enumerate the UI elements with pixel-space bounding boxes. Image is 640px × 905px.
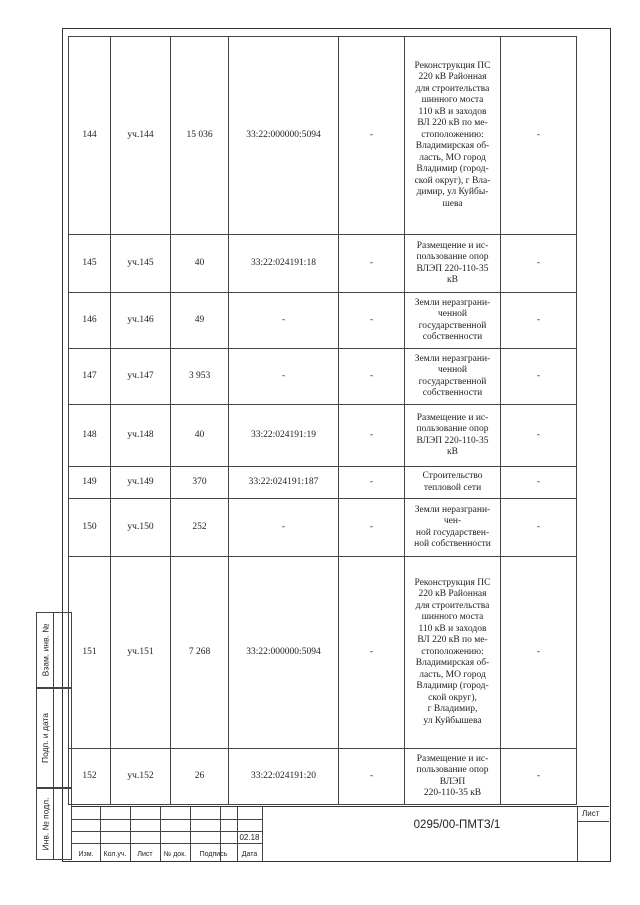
row-number: 145 — [69, 235, 111, 293]
extra-value: - — [501, 235, 577, 293]
purpose-note — [405, 37, 501, 235]
purpose-note — [405, 293, 501, 349]
category-value: - — [339, 749, 405, 805]
side-label-inv: Инв. № подл. — [40, 797, 51, 851]
side-label-podp: Подп. и дата — [40, 712, 51, 764]
extra-value: - — [501, 405, 577, 467]
row-number: 149 — [69, 467, 111, 499]
note-line: ВЛЭП — [439, 776, 466, 787]
row-number: 151 — [69, 557, 111, 749]
note-line: Размещение и ис- — [416, 240, 489, 251]
note-line: ченной — [438, 309, 467, 319]
plot-id: уч.148 — [111, 405, 171, 467]
category-value: - — [339, 499, 405, 557]
cadastral-number: - — [229, 349, 339, 405]
note-line: кВ — [447, 447, 458, 457]
note-line: ной государствен- — [415, 527, 490, 538]
table-row — [69, 749, 577, 805]
row-number: 146 — [69, 293, 111, 349]
plot-area: 7 268 — [171, 557, 229, 749]
title-block — [72, 806, 609, 861]
plot-id: уч.144 — [111, 37, 171, 235]
note-line: Строительство — [422, 471, 483, 481]
category-value: - — [339, 37, 405, 235]
note-line: Владимир (город- — [416, 164, 489, 175]
note-line: Реконструкция ПС — [414, 577, 491, 588]
plot-id: уч.150 — [111, 499, 171, 557]
document-code: 0295/00-ПМТЗ/1 — [413, 819, 501, 831]
extra-value: - — [501, 467, 577, 499]
table-row — [69, 405, 577, 467]
land-plots-table — [68, 36, 577, 805]
purpose-note — [405, 349, 501, 405]
row-number: 152 — [69, 749, 111, 805]
note-line: 220 кВ Районная — [418, 72, 487, 83]
plot-area: 3 953 — [171, 349, 229, 405]
extra-value: - — [501, 749, 577, 805]
note-line: ВЛ 220 кВ по ме- — [417, 635, 488, 646]
sheet-label: Лист — [582, 809, 600, 818]
hdr-izm: Изм. — [78, 851, 94, 858]
note-line: Владимирская об- — [415, 658, 490, 669]
plot-area: 40 — [171, 405, 229, 467]
purpose-note — [405, 235, 501, 293]
extra-value: - — [501, 557, 577, 749]
plot-id: уч.146 — [111, 293, 171, 349]
category-value: - — [339, 405, 405, 467]
category-value: - — [339, 349, 405, 405]
row-number: 148 — [69, 405, 111, 467]
note-line: Владимир (город- — [416, 681, 489, 692]
date-value: 02.18 — [239, 833, 260, 842]
row-number: 150 — [69, 499, 111, 557]
note-line: стоположению: — [421, 129, 484, 140]
note-line: шинного моста — [421, 612, 484, 623]
note-line: димир, ул Куйбы- — [416, 187, 489, 198]
note-line: ной собственности — [414, 539, 491, 549]
note-line: Земли неразграни- — [414, 353, 491, 364]
cadastral-number: 33:22:024191:19 — [229, 405, 339, 467]
note-line: Земли неразграни- — [414, 504, 491, 515]
note-line: государственной — [418, 320, 487, 331]
note-line: ласть, МО город — [419, 669, 486, 680]
note-line: 220 кВ Районная — [418, 589, 487, 600]
hdr-podpis: Подпись — [199, 851, 228, 858]
row-number: 144 — [69, 37, 111, 235]
plot-area: 15 036 — [171, 37, 229, 235]
note-line: 110 кВ и заходов — [418, 623, 487, 634]
hdr-data: Дата — [241, 851, 258, 858]
table-row — [69, 499, 577, 557]
purpose-note — [405, 405, 501, 467]
note-line: собственности — [422, 388, 483, 398]
note-line: Размещение и ис- — [416, 412, 489, 423]
note-line: для строительства — [415, 83, 490, 94]
extra-value: - — [501, 499, 577, 557]
table-row — [69, 349, 577, 405]
plot-id: уч.151 — [111, 557, 171, 749]
note-line: ласть, МО город — [419, 152, 486, 163]
plot-area: 252 — [171, 499, 229, 557]
note-line: Владимирская об- — [415, 141, 490, 152]
note-line: государственной — [418, 376, 487, 387]
note-line: ской округ), г Вла- — [414, 175, 491, 186]
note-line: собственности — [422, 332, 483, 342]
note-line: пользование опор — [416, 424, 489, 434]
note-line: Земли неразграни- — [414, 297, 491, 308]
hdr-list: Лист — [137, 851, 153, 858]
note-line: пользование опор — [416, 252, 489, 262]
note-line: ВЛЭП 220-110-35 — [416, 263, 489, 274]
note-line: шева — [442, 198, 463, 209]
note-line: для строительства — [415, 600, 490, 611]
note-line: ченной — [438, 365, 467, 375]
note-line: шинного моста — [421, 95, 484, 106]
note-line: 220-110-35 кВ — [423, 788, 482, 798]
cadastral-number: 33:22:024191:20 — [229, 749, 339, 805]
cadastral-number: - — [229, 293, 339, 349]
note-line: тепловой сети — [423, 482, 482, 493]
note-line: ВЛ 220 кВ по ме- — [417, 118, 488, 129]
note-line: Реконструкция ПС — [414, 60, 491, 71]
side-field-podp — [36, 688, 72, 788]
extra-value: - — [501, 37, 577, 235]
cadastral-number: 33:22:000000:5094 — [229, 37, 339, 235]
note-line: г Владимир, — [427, 704, 478, 715]
side-field-inv — [36, 788, 72, 860]
purpose-note — [405, 467, 501, 499]
side-label-vzam: Взам. инв. № — [40, 623, 51, 677]
table-row — [69, 235, 577, 293]
note-line: Размещение и ис- — [416, 753, 489, 764]
plot-area: 40 — [171, 235, 229, 293]
note-line: ской округ), — [428, 692, 477, 703]
note-line: пользование опор — [416, 765, 489, 775]
note-line: ул Куйбышева — [423, 715, 482, 726]
hdr-kol-uch: Кол.уч. — [103, 851, 127, 858]
cadastral-number: 33:22:024191:187 — [229, 467, 339, 499]
category-value: - — [339, 557, 405, 749]
plot-id: уч.149 — [111, 467, 171, 499]
row-number: 147 — [69, 349, 111, 405]
purpose-note — [405, 749, 501, 805]
note-line: кВ — [447, 275, 458, 285]
category-value: - — [339, 293, 405, 349]
table-row — [69, 37, 577, 235]
note-line: чен- — [443, 516, 462, 526]
extra-value: - — [501, 349, 577, 405]
category-value: - — [339, 467, 405, 499]
side-field-vzam — [36, 612, 72, 688]
plot-id: уч.147 — [111, 349, 171, 405]
plot-id: уч.152 — [111, 749, 171, 805]
table-row — [69, 467, 577, 499]
plot-area: 26 — [171, 749, 229, 805]
hdr-doc-num: № док. — [163, 851, 187, 858]
note-line: 110 кВ и заходов — [418, 106, 487, 117]
note-line: ВЛЭП 220-110-35 — [416, 435, 489, 446]
plot-id: уч.145 — [111, 235, 171, 293]
extra-value: - — [501, 293, 577, 349]
cadastral-number: 33:22:024191:18 — [229, 235, 339, 293]
plot-area: 49 — [171, 293, 229, 349]
purpose-note — [405, 557, 501, 749]
note-line: стоположению: — [421, 646, 484, 657]
table-row — [69, 557, 577, 749]
cadastral-number: 33:22:000000:5094 — [229, 557, 339, 749]
purpose-note — [405, 499, 501, 557]
cadastral-number: - — [229, 499, 339, 557]
plot-area: 370 — [171, 467, 229, 499]
category-value: - — [339, 235, 405, 293]
table-row — [69, 293, 577, 349]
